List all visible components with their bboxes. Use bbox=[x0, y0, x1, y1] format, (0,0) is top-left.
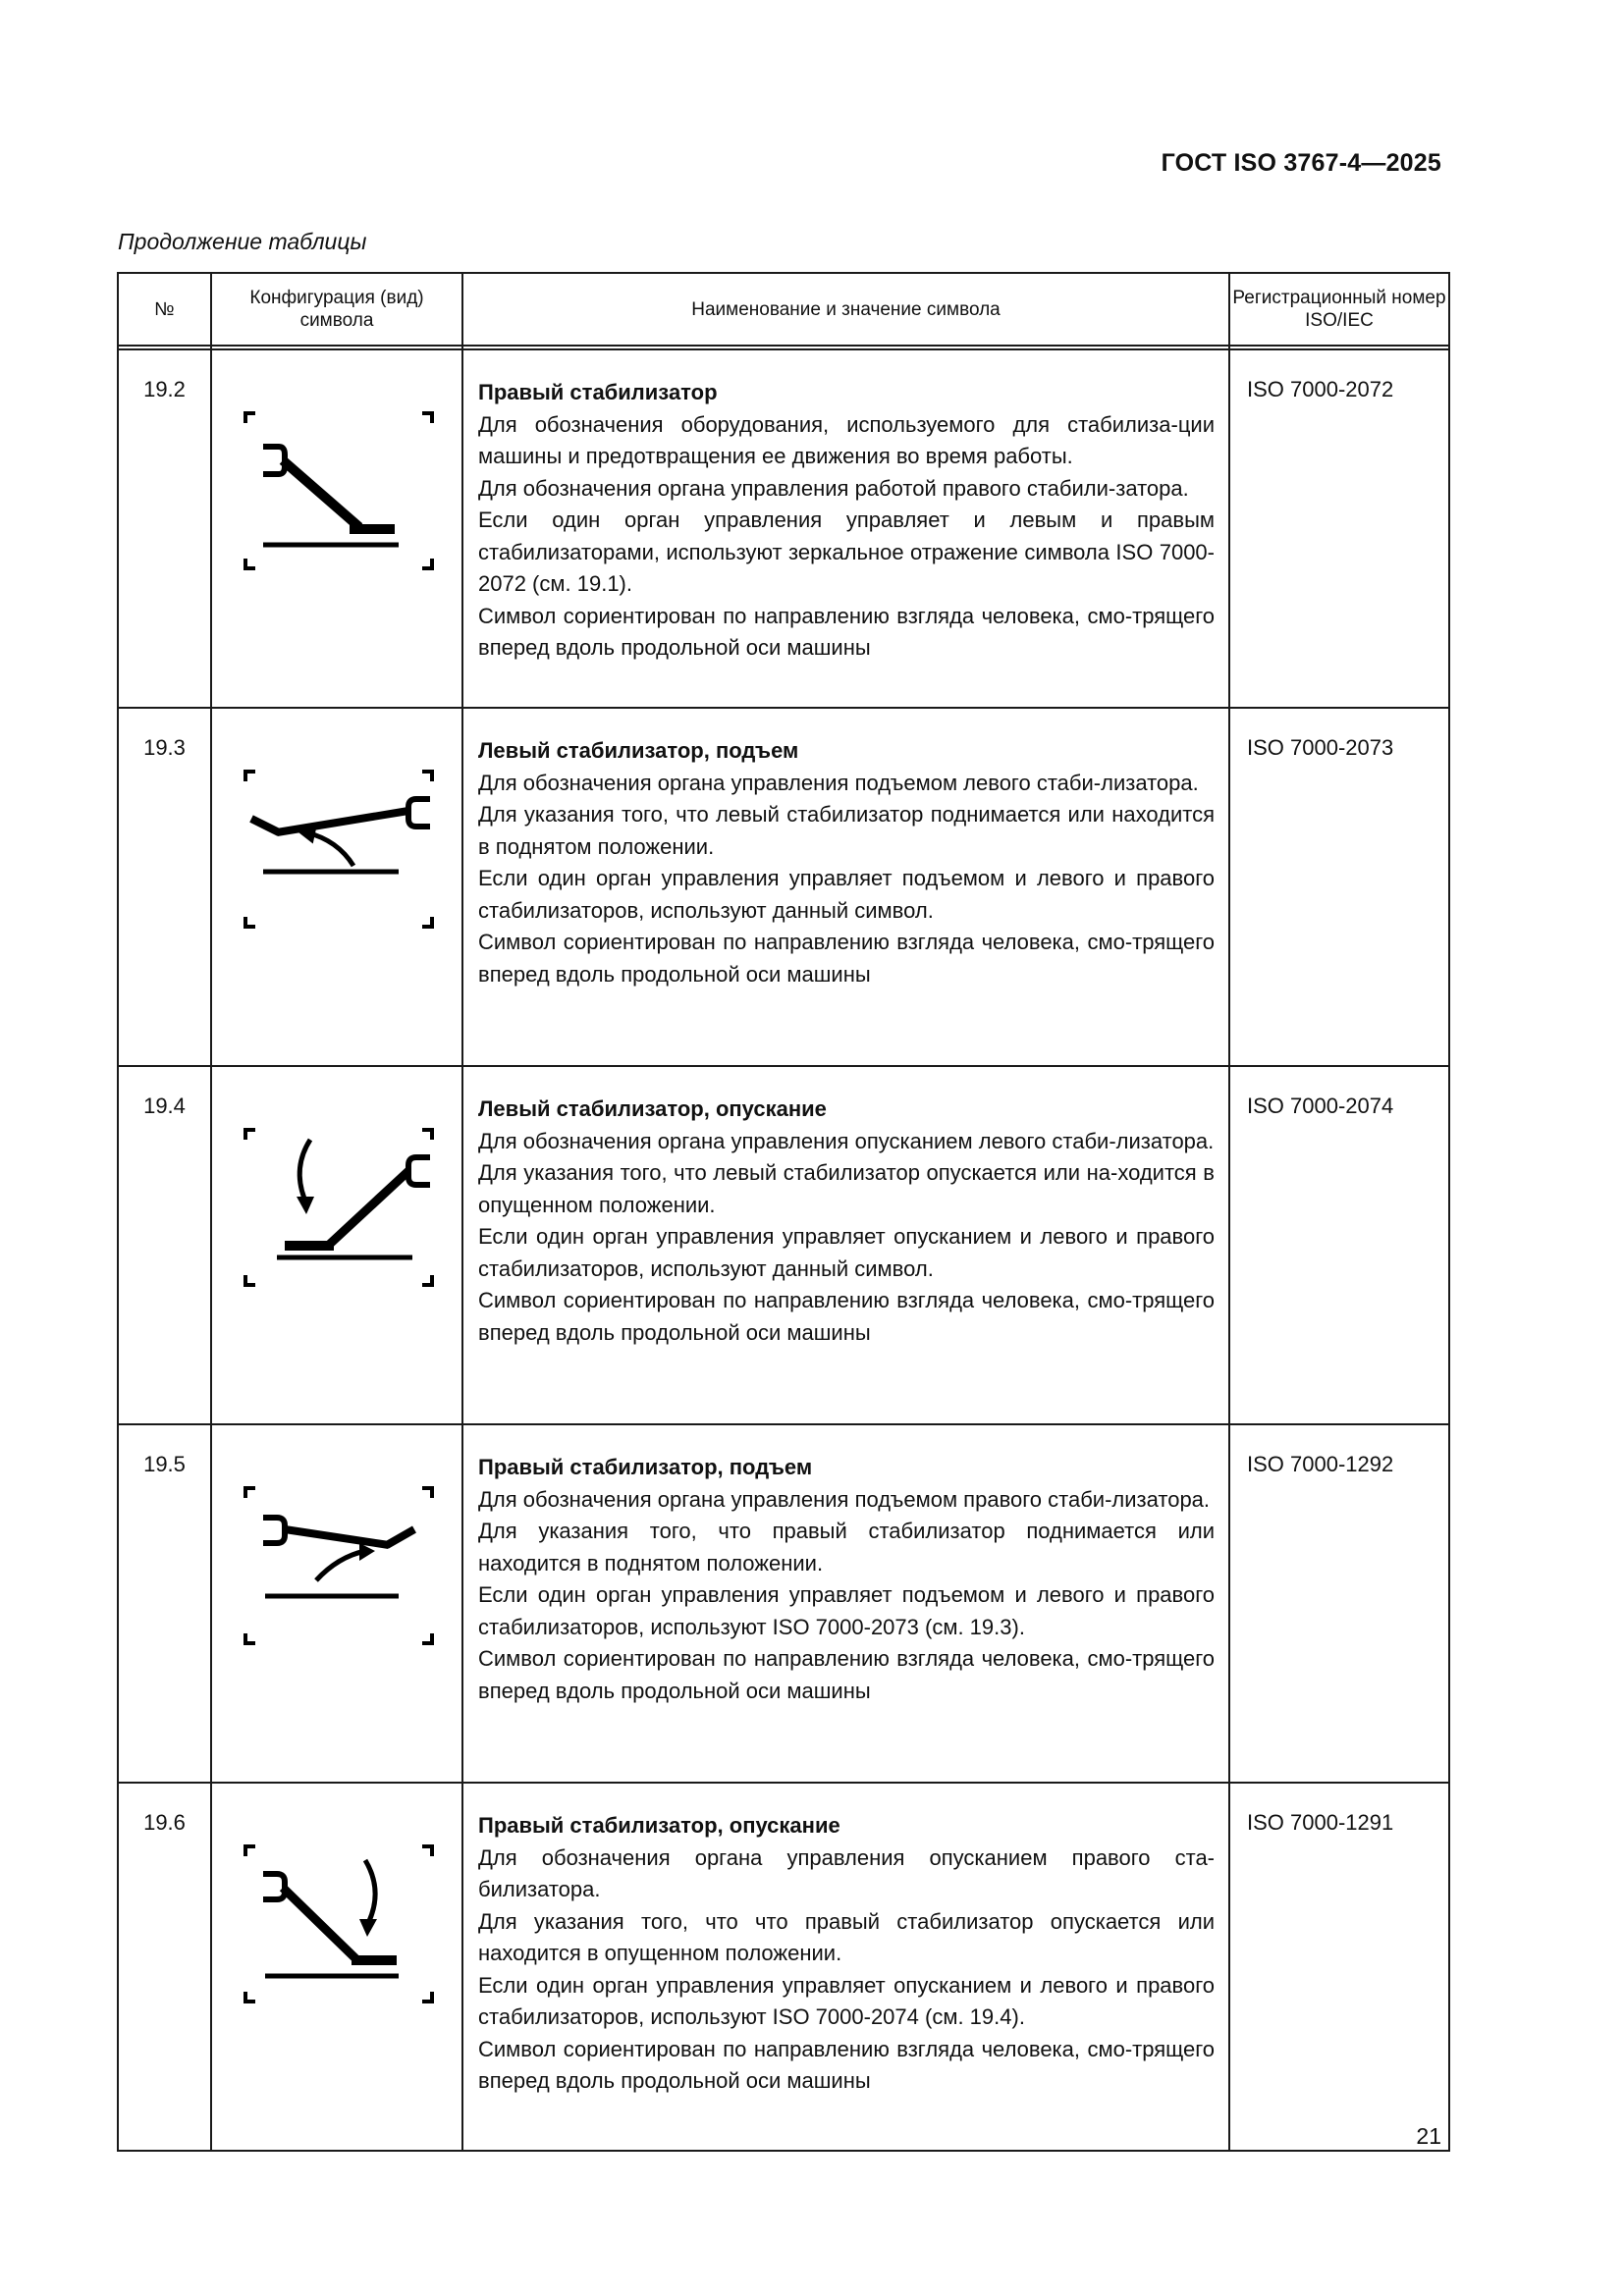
row-number: 19.6 bbox=[143, 1810, 186, 1835]
symbol-description: Для указания того, что что правый стабилизатор опускается или находится в опущенном положении. bbox=[478, 1908, 1215, 1965]
symbol-description: Для указания того, что левый стабилизатор поднимается или находится в поднятом положении. bbox=[478, 802, 1215, 859]
page-number: 21 bbox=[1416, 2123, 1441, 2149]
column-header-name-meaning: Наименование и значение символа bbox=[462, 273, 1229, 346]
registration-number: ISO 7000-2072 bbox=[1229, 349, 1449, 708]
symbol-description: Если один орган управления управляет опусканием и левого и правого стабилизаторов, используют ISO 7000-2074 (см. 19.4). bbox=[478, 1972, 1215, 2029]
table-row bbox=[118, 349, 1449, 708]
registration-number: ISO 7000-2074 bbox=[1229, 1066, 1449, 1424]
symbol-description: Для обозначения органа управления опусканием правого ста-билизатора. bbox=[478, 1844, 1215, 1901]
symbol-description: Если один орган управления управляет и левым и правым стабилизаторами, используют зеркальное отражение символа ISO 7000-2072 (см. 19.1). bbox=[478, 507, 1215, 596]
column-header-configuration: Конфигурация (вид) символа bbox=[211, 273, 462, 346]
left-stabilizer-lower-icon bbox=[236, 1104, 442, 1310]
symbol-description: Для обозначения органа управления подъемом правого стаби-лизатора. bbox=[478, 1486, 1211, 1512]
symbol-description: Если один орган управления управляет опусканием и левого и правого стабилизаторов, используют данный символ. bbox=[478, 1224, 1215, 1281]
table-row bbox=[118, 1066, 1449, 1424]
symbol-description: Для обозначения органа управления работой правого стабили-затора. bbox=[478, 475, 1189, 501]
column-header-registration: Регистрационный номер ISO/IEC bbox=[1229, 273, 1449, 346]
symbol-description: Если один орган управления управляет подъемом и левого и правого стабилизаторов, используют данный символ. bbox=[478, 866, 1215, 923]
row-number: 19.5 bbox=[143, 1452, 186, 1476]
row-number: 19.3 bbox=[143, 735, 186, 760]
symbol-description: Символ сориентирован по направлению взгляда человека, смо-трящего вперед вдоль продольной оси машины bbox=[478, 2036, 1215, 2093]
right-stabilizer-lower-icon bbox=[236, 1821, 442, 2027]
registration-number: ISO 7000-1291 bbox=[1229, 1783, 1449, 2151]
symbol-title: Левый стабилизатор, подъем bbox=[478, 738, 799, 763]
registration-number: ISO 7000-2073 bbox=[1229, 708, 1449, 1066]
left-stabilizer-raise-icon bbox=[236, 746, 442, 952]
registration-number: ISO 7000-1292 bbox=[1229, 1424, 1449, 1783]
table-row bbox=[118, 1424, 1449, 1783]
symbol-description: Для обозначения органа управления подъемом левого стаби-лизатора. bbox=[478, 770, 1199, 795]
row-number: 19.4 bbox=[143, 1094, 186, 1118]
right-stabilizer-raise-icon bbox=[236, 1463, 442, 1669]
symbol-description: Если один орган управления управляет подъемом и левого и правого стабилизаторов, используют ISO 7000-2073 (см. 19.3). bbox=[478, 1582, 1215, 1639]
table-continuation-caption: Продолжение таблицы bbox=[118, 229, 367, 254]
symbol-title: Левый стабилизатор, опускание bbox=[478, 1096, 827, 1121]
symbol-description: Символ сориентирован по направлению взгляда человека, смо-трящего вперед вдоль продольной оси машины bbox=[478, 1288, 1215, 1345]
symbol-description: Для обозначения оборудования, используемого для стабилиза-ции машины и предотвращения ее движения во время работы. bbox=[478, 411, 1215, 468]
symbol-description: Символ сориентирован по направлению взгляда человека, смо-трящего вперед вдоль продольной оси машины bbox=[478, 603, 1215, 660]
symbol-description: Для указания того, что левый стабилизатор опускается или на-ходится в опущенном положении. bbox=[478, 1160, 1215, 1217]
table-row bbox=[118, 1783, 1449, 2151]
symbol-title: Правый стабилизатор, подъем bbox=[478, 1455, 813, 1479]
table-row bbox=[118, 708, 1449, 1066]
standard-designation: ГОСТ ISO 3767-4—2025 bbox=[1161, 149, 1441, 177]
symbol-description: Символ сориентирован по направлению взгляда человека, смо-трящего вперед вдоль продольной оси машины bbox=[478, 930, 1215, 987]
symbol-description: Для указания того, что правый стабилизатор поднимается или находится в поднятом положении. bbox=[478, 1519, 1215, 1575]
symbol-title: Правый стабилизатор bbox=[478, 380, 718, 404]
symbol-description: Символ сориентирован по направлению взгляда человека, смо-трящего вперед вдоль продольной оси машины bbox=[478, 1646, 1215, 1703]
column-header-number: № bbox=[118, 273, 211, 346]
symbol-title: Правый стабилизатор, опускание bbox=[478, 1813, 840, 1838]
right-stabilizer-icon bbox=[236, 388, 442, 594]
symbol-description: Для обозначения органа управления опусканием левого стаби-лизатора. bbox=[478, 1128, 1215, 1153]
row-number: 19.2 bbox=[143, 377, 186, 401]
symbols-table bbox=[117, 272, 1450, 2152]
